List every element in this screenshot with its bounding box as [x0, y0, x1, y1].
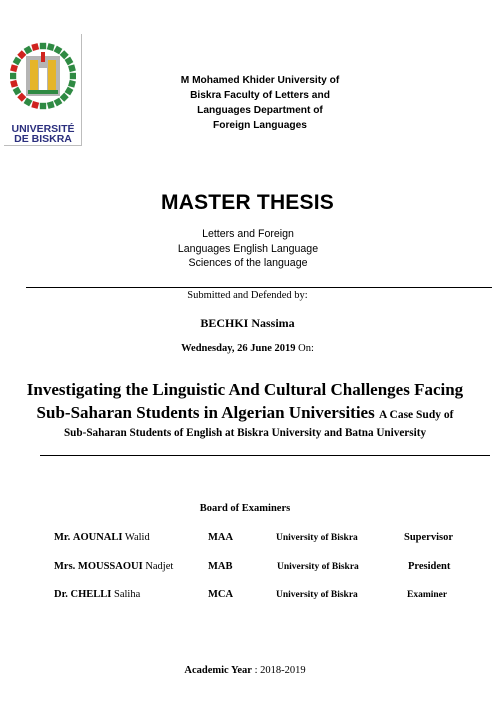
subtitle-inline: A Case Sudy of: [378, 409, 454, 421]
examiner-firstname: Walid: [124, 532, 150, 543]
emblem-cog-tooth: [47, 43, 55, 51]
defense-date: [0, 343, 495, 354]
examiner-rank: MAA: [208, 532, 234, 543]
academic-year-label: Academic Year: [184, 665, 252, 676]
examiner-surname: AOUNALI: [72, 532, 123, 543]
emblem-cog-tooth: [10, 64, 18, 72]
examiner-surname: CHELLI: [70, 589, 112, 600]
author-name: BECHKI Nassima: [200, 316, 295, 330]
emblem-cog-tooth: [13, 87, 22, 96]
academic-year-value: : 2018-2019: [254, 665, 306, 676]
submitted-label: Submitted and Defended by:: [187, 290, 308, 301]
emblem-cog-tooth: [10, 73, 16, 79]
examiner-name: [54, 532, 150, 543]
board-heading: Board of Examiners: [199, 503, 291, 514]
divider-bottom: [40, 455, 490, 456]
university-header: [160, 73, 360, 133]
date-suffix: On:: [298, 343, 314, 354]
emblem-cog-tooth: [31, 101, 39, 109]
examiner-role: Examiner: [407, 590, 448, 600]
emblem-cog-tooth: [40, 43, 46, 49]
thesis-type: MASTER THESIS: [161, 191, 334, 214]
emblem-cog-tooth: [31, 43, 39, 51]
divider-top: [26, 287, 492, 288]
emblem-cog-tooth: [68, 64, 76, 72]
logo-text-line2: DE BISKRA: [14, 133, 72, 145]
emblem-cog-tooth: [70, 73, 76, 79]
department-line: Languages English Language: [177, 242, 319, 255]
emblem-cog-tooth: [17, 93, 26, 102]
examiner-firstname: Nadjet: [145, 561, 174, 572]
examiner-university: University of Biskra: [276, 590, 358, 600]
emblem-cog-tooth: [68, 80, 76, 88]
university-emblem-icon: [10, 38, 76, 114]
examiner-surname: MOUSSAOUI: [77, 561, 143, 572]
examiner-role: Supervisor: [404, 532, 454, 543]
academic-year: [0, 665, 490, 676]
examiner-rank: MCA: [208, 589, 234, 600]
emblem-cog-tooth: [65, 57, 74, 66]
examiner-university: University of Biskra: [276, 533, 358, 543]
emblem-cog-tooth: [47, 101, 55, 109]
emblem-cog-tooth: [60, 93, 69, 102]
title-line-3: Sub-Saharan Students of English at Biskra University and Batna University: [63, 427, 427, 439]
logo-text-line1: UNIVERSITÉ: [11, 123, 75, 135]
examiner-title: Mr.: [54, 532, 71, 543]
examiner-title: Dr.: [54, 589, 68, 600]
examiner-university: University of Biskra: [277, 562, 359, 572]
title-line-2-wrap: [0, 403, 490, 423]
examiner-rank: MAB: [208, 561, 233, 572]
emblem-cog-tooth: [54, 46, 63, 55]
university-logo: [4, 34, 82, 146]
university-line: Biskra Faculty of Letters and: [190, 90, 330, 101]
emblem-cog-tooth: [10, 80, 18, 88]
emblem-cog-tooth: [24, 46, 33, 55]
department-line: Letters and Foreign: [202, 228, 294, 240]
emblem-cog-tooth: [24, 98, 33, 107]
examiner-name: [54, 589, 140, 600]
emblem-cog-tooth: [17, 50, 26, 59]
examiner-name: [54, 561, 173, 572]
emblem-cog-tooth: [65, 87, 74, 96]
university-line: Foreign Languages: [213, 120, 307, 131]
emblem-cog-tooth: [60, 50, 69, 59]
university-line: Languages Department of: [197, 105, 323, 116]
examiner-firstname: Saliha: [114, 589, 141, 600]
department-line: Sciences of the language: [188, 257, 308, 269]
university-line: M Mohamed Khider University of: [180, 75, 340, 86]
examiner-title: Mrs.: [54, 561, 76, 572]
emblem-cog-tooth: [40, 103, 46, 109]
emblem-cog-tooth: [13, 57, 22, 66]
examiner-role: President: [408, 561, 451, 572]
emblem-cog-tooth: [54, 98, 63, 107]
department: [150, 227, 346, 271]
title-line-2: Sub-Saharan Students in Algerian Universities: [36, 403, 375, 422]
title-line-1: Investigating the Linguistic And Cultural Challenges Facing: [26, 380, 464, 399]
date-value: Wednesday, 26 June 2019: [181, 343, 296, 354]
